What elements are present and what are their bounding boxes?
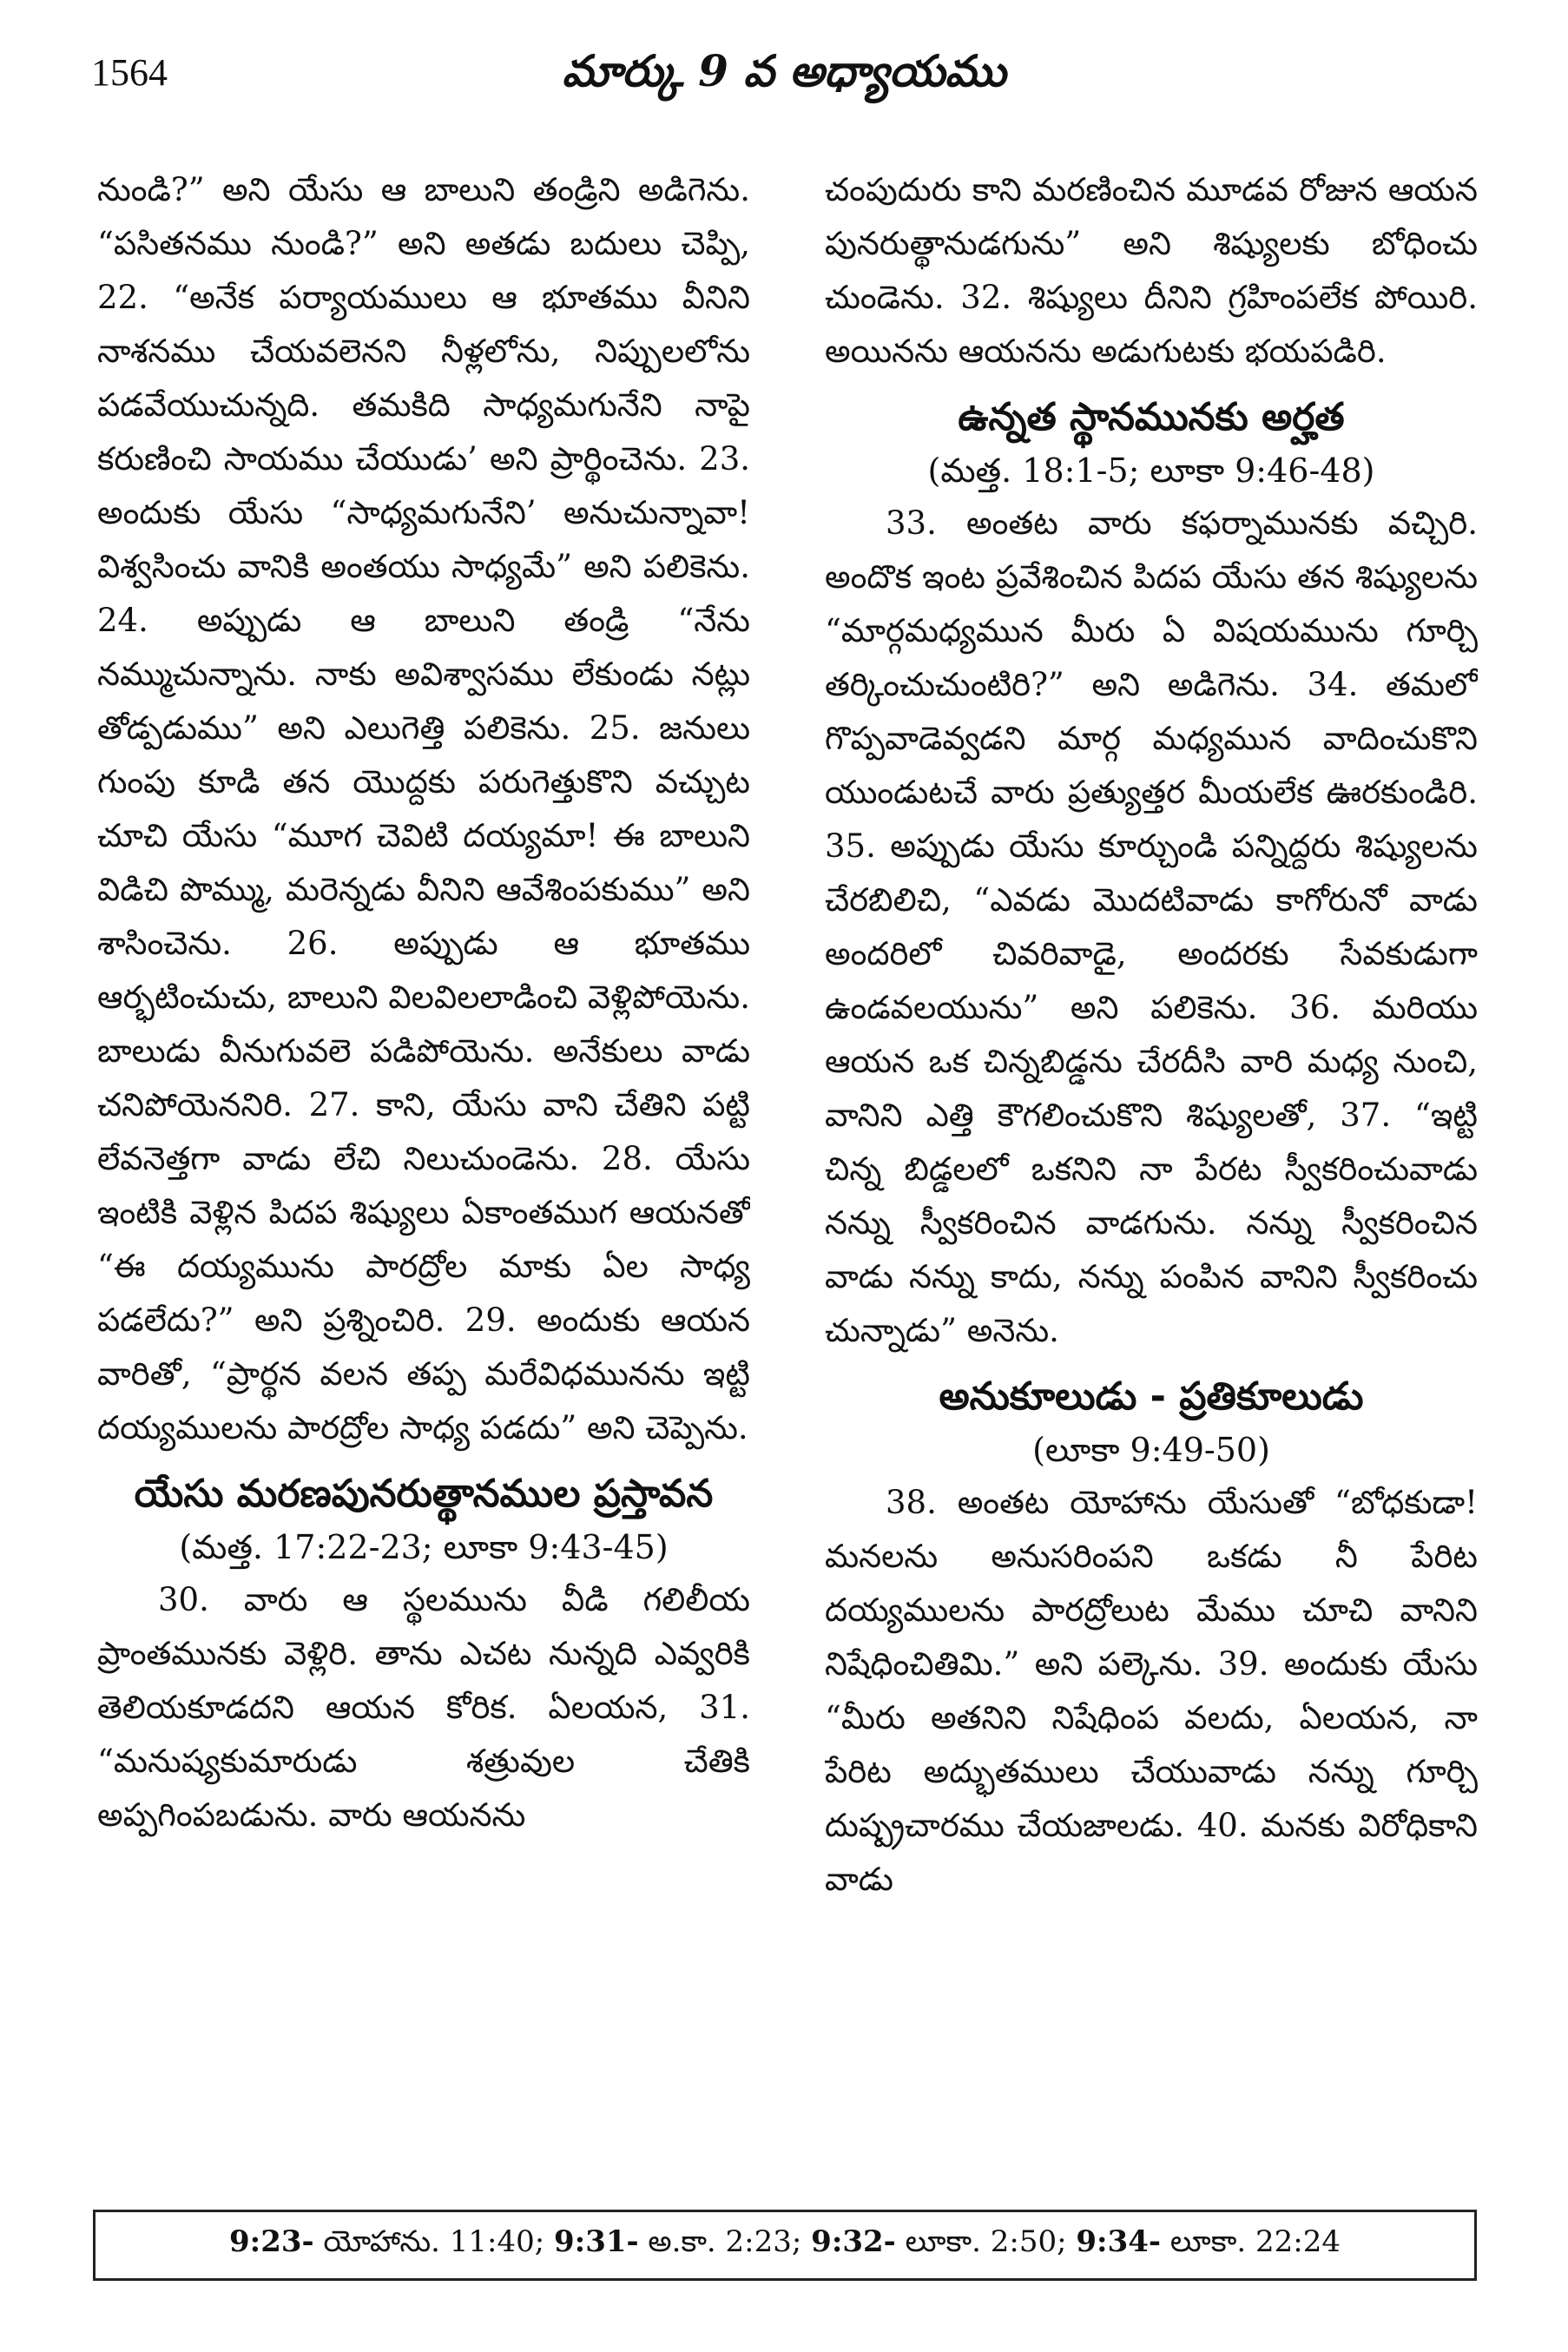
section-title-for-against: అనుకూలుడు - ప్రతికూలుడు [939, 1374, 1364, 1419]
footnote-text: లూకా. 2:50; [895, 2224, 1077, 2259]
footnote-ref: 9:23- [229, 2224, 314, 2259]
running-title: మార్కు 9 వ అధ్యాయము [562, 45, 1006, 96]
page-number: 1564 [91, 51, 168, 94]
section-reference-for-against: (లూకా 9:49-50) [1032, 1431, 1270, 1469]
footnote-text: యోహాను. 11:40; [313, 2224, 554, 2259]
section-reference-death-resurrection: (మత్త. 17:22-23; లూకా 9:43-45) [179, 1528, 669, 1566]
section-title-death-resurrection: యేసు మరణపునరుత్థానముల ప్రస్తావన [134, 1472, 714, 1516]
text-columns [97, 163, 1478, 2186]
page-header [0, 35, 1568, 113]
right-paragraph-1: చంపుదురు కాని మరణించిన మూడవ రోజున ఆయన పునరుత్థానుడగును” అని శిష్యులకు బోధించు చుండెను. 32. శిష్యులు దీనిని గ్రహింపలేక పోయిరి. అయినను ఆయనను అడుగుటకు భయపడిరి. [825, 171, 1478, 370]
left-paragraph-2: 30. వారు ఆ స్థలమును వీడి గలిలీయ ప్రాంతమునకు వెళ్లిరి. తాను ఎచట నున్నది ఎవ్వరికి తెలియకూడదని ఆయన కోరిక. ఏలయన, 31. “మనుష్యకుమారుడు శత్రువుల చేతికి అప్పగింపబడును. వారు ఆయనను [97, 1581, 750, 1834]
section-reference-greatness: (మత్త. 18:1-5; లూకా 9:46-48) [927, 451, 1375, 490]
right-paragraph-2: 33. అంతట వారు కఫర్నామునకు వచ్చిరి. అందొక ఇంట ప్రవేశించిన పిదప యేసు తన శిష్యులను “మార్గమధ్యమున మీరు ఏ విషయమును గూర్చి తర్కించుచుంటిరి?” అని అడిగెను. 34. తమలో గొప్పవాడెవ్వడని మార్గ మధ్యమున వాదించుకొని యుండుటచే వారు ప్రత్యుత్తర మీయలేక ఊరకుండిరి. 35. అప్పుడు యేసు కూర్చుండి పన్నిద్దరు శిష్యులను చేరబిలిచి, “ఎవడు మొదటివాడు కాగోరునో వాడు అందరిలో చివరివాడై, అందరకు సేవకుడుగా ఉండవలయును” అని పలికెను. 36. మరియు ఆయన ఒక చిన్నబిడ్డను చేరదీసి వారి మధ్య నుంచి, వానిని ఎత్తి కౌగలించుకొని శిష్యులతో, 37. “ఇట్టి చిన్న బిడ్డలలో ఒకనిని నా పేరట స్వీకరించువాడు నన్ను స్వీకరించిన వాడగును. నన్ను స్వీకరించిన వాడు నన్ను కాదు, నన్ను పంపిన వానిని స్వీకరించు చున్నాడు” అనెను. [825, 504, 1478, 1349]
section-title-greatness: ఉన్నత స్థానమునకు అర్హత [958, 395, 1345, 439]
footnote-text: లూకా. 22:24 [1161, 2224, 1341, 2259]
left-column [97, 163, 750, 2186]
footnote-ref: 9:31- [553, 2224, 639, 2259]
footnote-ref: 9:34- [1076, 2224, 1162, 2259]
left-paragraph-1: నుండి?” అని యేసు ఆ బాలుని తండ్రిని అడిగెను. “పసితనము నుండి?” అని అతడు బదులు చెప్పి, 22. “అనేక పర్యాయములు ఆ భూతము వీనిని నాశనము చేయవలెనని నీళ్లలోను, నిప్పులలోను పడవేయుచున్నది. తమకిది సాధ్యమగునేని నాపై కరుణించి సాయము చేయుడు’ అని ప్రార్థించెను. 23. అందుకు యేసు “సాధ్యమగునేని’ అనుచున్నావా! విశ్వసించు వానికి అంతయు సాధ్యమే” అని పలికెను. 24. అప్పుడు ఆ బాలుని తండ్రి “నేను నమ్ముచున్నాను. నాకు అవిశ్వాసము లేకుండు నట్లు తోడ్పడుము” అని ఎలుగెత్తి పలికెను. 25. జనులు గుంపు కూడి తన యొద్దకు పరుగెత్తుకొని వచ్చుట చూచి యేసు “మూగ చెవిటి దయ్యమా! ఈ బాలుని విడిచి పొమ్ము, మరెన్నడు వీనిని ఆవేశింపకుము” అని శాసించెను. 26. అప్పుడు ఆ భూతము ఆర్భటించుచు, బాలుని విలవిలలాడించి వెళ్లిపోయెను. బాలుడు వీనుగువలె పడిపోయెను. అనేకులు వాడు చనిపోయెననిరి. 27. కాని, యేసు వాని చేతిని పట్టి లేవనెత్తగా వాడు లేచి నిలుచుండెను. 28. యేసు ఇంటికి వెళ్లిన పిదప శిష్యులు ఏకాంతముగ ఆయనతో “ఈ దయ్యమును పారద్రోల మాకు ఏల సాధ్య పడలేదు?” అని ప్రశ్నించిరి. 29. అందుకు ఆయన వారితో, “ప్రార్థన వలన తప్ప మరేవిధమునను ఇట్టి దయ్యములను పారద్రోల సాధ్య పడదు” అని చెప్పెను. [97, 171, 750, 1446]
right-column [825, 163, 1478, 2186]
cross-reference-footnotes [93, 2210, 1477, 2281]
right-paragraph-3: 38. అంతట యోహాను యేసుతో “బోధకుడా! మనలను అనుసరింపని ఒకడు నీ పేరిట దయ్యములను పారద్రోలుట మేము చూచి వానిని నిషేధించితిమి.” అని పల్కెను. 39. అందుకు యేసు “మీరు అతనిని నిషేధింప వలదు, ఏలయన, నా పేరిట అద్భుతములు చేయువాడు నన్ను గూర్చి దుష్ప్రచారము చేయజాలడు. 40. మనకు విరోధికాని వాడు [825, 1484, 1478, 1898]
footnote-text: అ.కా. 2:23; [638, 2224, 812, 2259]
footnote-ref: 9:32- [811, 2224, 896, 2259]
